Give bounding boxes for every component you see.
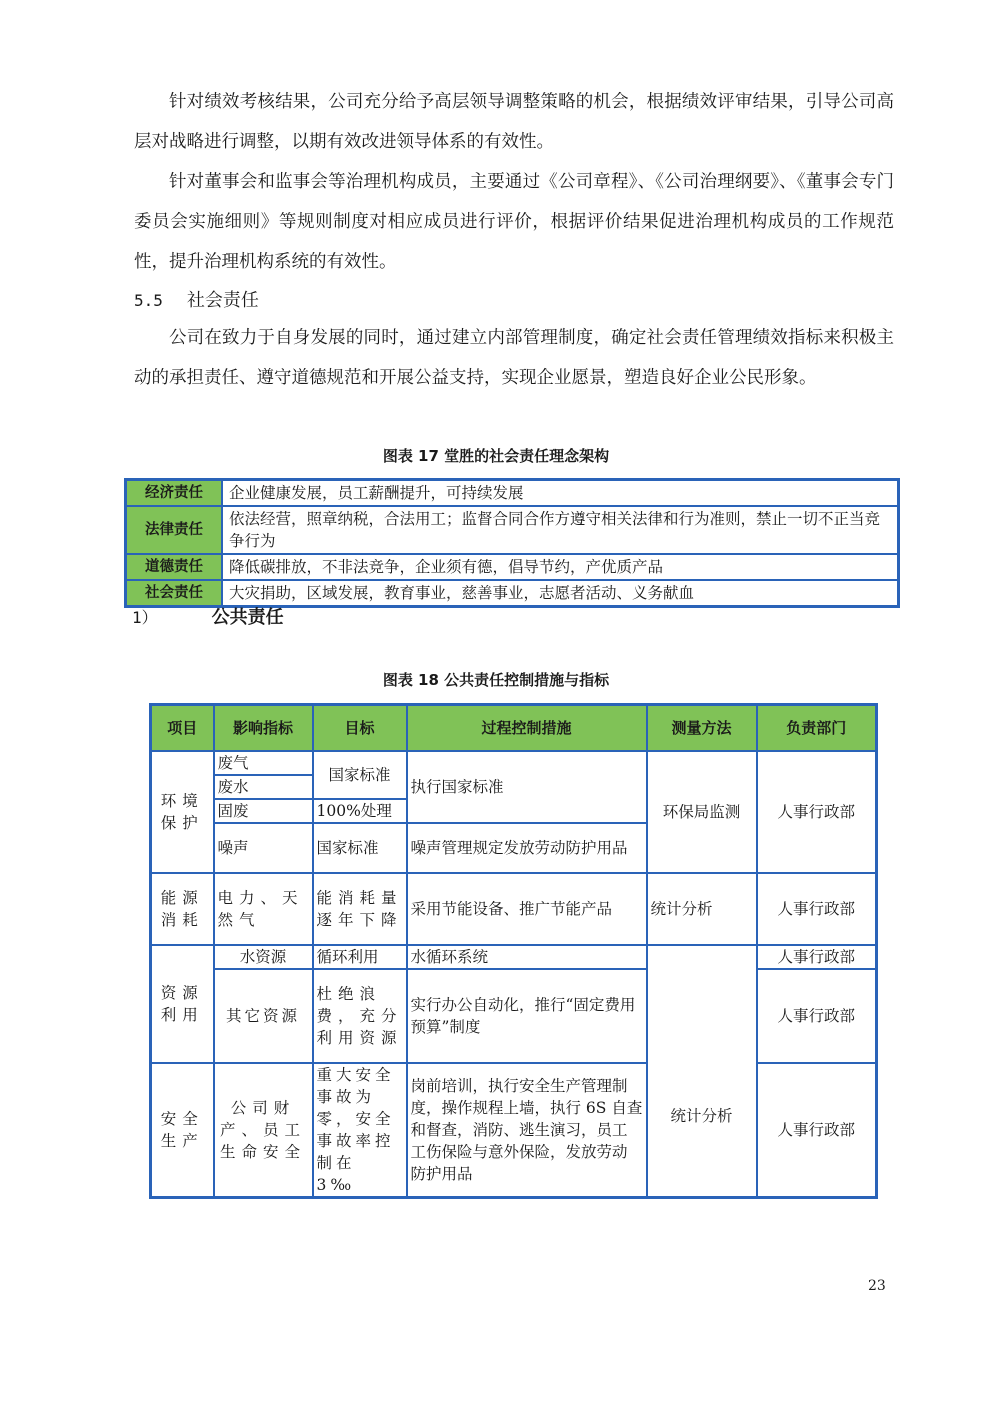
public-responsibility-table	[149, 703, 878, 1199]
table-row	[151, 969, 877, 1063]
measure-cell: 执行国家标准	[407, 751, 647, 823]
target-cell: 循环利用	[313, 945, 407, 969]
target-cell: 国家标准	[313, 751, 407, 799]
dept-cell: 人事行政部	[757, 873, 877, 945]
section-number: 5.5	[134, 291, 163, 310]
method-cell: 环保局监测	[647, 751, 757, 873]
page-number: 23	[868, 1278, 886, 1294]
dept-cell: 人事行政部	[757, 945, 877, 969]
indicator-cell: 废气	[214, 751, 313, 775]
row-key: 法律责任	[126, 506, 223, 554]
dept-cell: 人事行政部	[757, 1063, 877, 1198]
header-method: 测量方法	[647, 705, 757, 752]
indicator-cell: 电力、天然气	[214, 873, 313, 945]
indicator-cell: 其它资源	[214, 969, 313, 1063]
header-indicator: 影响指标	[214, 705, 313, 752]
indicator-cell: 水资源	[214, 945, 313, 969]
target-cell: 100%处理	[313, 799, 407, 823]
measure-cell: 水循环系统	[407, 945, 647, 969]
subsection-heading	[132, 604, 284, 632]
item-cell: 能源消耗	[151, 873, 214, 945]
row-value: 大灾捐助，区域发展，教育事业，慈善事业，志愿者活动、义务献血	[222, 580, 899, 607]
table-row	[126, 506, 899, 554]
table-row	[126, 480, 899, 507]
indicator-cell: 公司财产、员工生命安全	[214, 1063, 313, 1198]
table-row	[151, 751, 877, 775]
table-row	[151, 873, 877, 945]
indicator-cell: 噪声	[214, 823, 313, 873]
row-value: 降低碳排放，不非法竞争，企业须有德，倡导节约，产优质产品	[222, 554, 899, 580]
indicator-cell: 固废	[214, 799, 313, 823]
table-row	[126, 580, 899, 607]
item-cell: 资源利用	[151, 945, 214, 1063]
item-cell: 环境保护	[151, 751, 214, 873]
table-row	[126, 554, 899, 580]
header-item: 项目	[151, 705, 214, 752]
paragraph-social-responsibility: 公司在致力于自身发展的同时，通过建立内部管理制度，确定社会责任管理绩效指标来积极主动的承担责任、遵守道德规范和开展公益支持，实现企业愿景，塑造良好企业公民形象。	[134, 328, 894, 388]
table18-caption: 图表 18 公共责任控制措施与指标	[382, 671, 610, 689]
paragraph-performance: 针对绩效考核结果，公司充分给予高层领导调整策略的机会，根据绩效评审结果，引导公司高层对战略进行调整，以期有效改进领导体系的有效性。	[134, 92, 894, 152]
target-cell: 国家标准	[313, 823, 407, 873]
responsibility-framework-table	[124, 478, 900, 608]
row-key: 社会责任	[126, 580, 223, 607]
row-key: 经济责任	[126, 480, 223, 507]
target-cell: 能消耗量逐年下降	[313, 873, 407, 945]
header-measure: 过程控制措施	[407, 705, 647, 752]
measure-cell: 采用节能设备、推广节能产品	[407, 873, 647, 945]
target-cell: 杜绝浪费，充分利用资源	[313, 969, 407, 1063]
row-value: 企业健康发展，员工薪酬提升，可持续发展	[222, 480, 899, 507]
section-heading	[134, 286, 259, 316]
section-text	[134, 318, 894, 398]
item-cell: 安全生产	[151, 1063, 214, 1198]
dept-cell: 人事行政部	[757, 751, 877, 873]
paragraph-governance: 针对董事会和监事会等治理机构成员，主要通过《公司章程》、《公司治理纲要》、《董事会专门委员会实施细则》等规则制度对相应成员进行评价，根据评价结果促进治理机构成员的工作规范性，提升治理机构系统的有效性。	[134, 172, 894, 272]
row-value: 依法经营，照章纳税，合法用工；监督合同合作方遵守相关法律和行为准则，禁止一切不正当竞争行为	[222, 506, 899, 554]
header-dept: 负责部门	[757, 705, 877, 752]
intro-text	[134, 82, 894, 282]
section-title: 社会责任	[186, 290, 259, 311]
target-cell: 重大安全事故为零，安全事故率控制在 3‰	[313, 1063, 407, 1198]
dept-cell: 人事行政部	[757, 969, 877, 1063]
method-cell: 统计分析	[647, 873, 757, 945]
table-header-row	[151, 705, 877, 752]
measure-cell: 实行办公自动化，推行“固定费用预算”制度	[407, 969, 647, 1063]
measure-cell: 岗前培训，执行安全生产管理制度，操作规程上墙，执行 6S 自查和督查，消防、逃生演习，员工工伤保险与意外保险，发放劳动防护用品	[407, 1063, 647, 1198]
indicator-cell: 废水	[214, 775, 313, 799]
row-key: 道德责任	[126, 554, 223, 580]
header-target: 目标	[313, 705, 407, 752]
method-cell: 统计分析	[647, 945, 757, 1198]
subsection-title: 公共责任	[211, 607, 284, 628]
subsection-number: 1）	[132, 608, 158, 627]
table17-caption: 图表 17 堂胜的社会责任理念架构	[382, 447, 610, 465]
table-row	[151, 1063, 877, 1198]
measure-cell: 噪声管理规定发放劳动防护用品	[407, 823, 647, 873]
table-row	[151, 945, 877, 969]
